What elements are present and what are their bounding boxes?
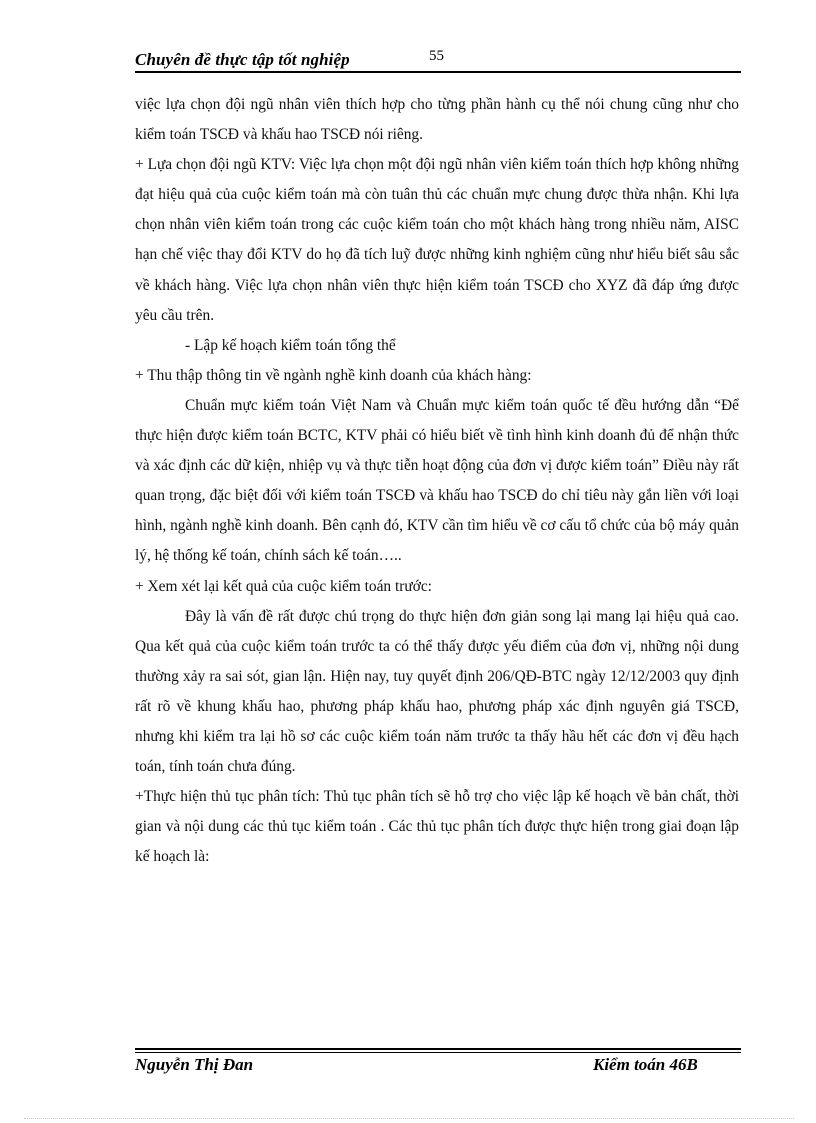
footer-class: Kiểm toán 46B [593,1055,698,1074]
paragraph-continuation: việc lựa chọn đội ngũ nhân viên thích hợp cho từng phần hành cụ thể nói chung cũng như cho kiểm toán TSCĐ và khấu hao TSCĐ nói riêng. [135,96,739,144]
paragraph-previous-audit-review: Đây là vấn đề rất được chú trọng do thực hiện đơn giản song lại mang lại hiệu quả cao. Qua kết quả của cuộc kiểm toán trước ta có thể thấy được yếu điểm của đơn vị, những nội dung thường xảy ra sai sót, gian lận. Hiện nay, tuy quyết định 206/QĐ-BTC ngày 12/12/2003 quy định rất rõ về khung khấu hao, phương pháp khấu hao, phương pháp xác định nguyên giá TSCĐ, nhưng khi kiểm tra lại hồ sơ các cuộc kiểm toán năm trước ta thấy hầu hết các đơn vị đều hạch toán, tính toán chưa đúng. [135,607,739,776]
footer-divider-thin [135,1052,741,1053]
paragraph-analytical-procedures: +Thực hiện thủ tục phân tích: Thủ tục phân tích sẽ hỗ trợ cho việc lập kế hoạch về bản chất, thời gian và nội dung các thủ tục kiểm toán . Các thủ tục phân tích được thực hiện trong giai đoạn lập kế hoạch là: [135,788,739,866]
section-heading-overall-plan: - Lập kế hoạch kiểm toán tổng thể [185,336,396,354]
paragraph-ktv-selection: + Lựa chọn đội ngũ KTV: Việc lựa chọn một đội ngũ nhân viên kiểm toán thích hợp không những đạt hiệu quả của cuộc kiểm toán mà còn tuân thủ các chuẩn mực chung được thừa nhận. Khi lựa chọn nhân viên kiểm toán trong các cuộc kiểm toán cho một khách hàng trong nhiều năm, AISC hạn chế việc thay đổi KTV do họ đã tích luỹ được những kinh nghiệm cũng như hiểu biết sâu sắc về khách hàng. Việc lựa chọn nhân viên thực hiện kiểm toán TSCĐ cho XYZ đã đáp ứng được yêu cầu trên. [135,156,739,324]
header-divider [135,71,741,73]
page-header [135,46,741,74]
footer-divider-thick [135,1048,741,1050]
paragraph-previous-audit-heading: + Xem xét lại kết quả của cuộc kiểm toán trước: [135,577,432,595]
paragraph-auditing-standards: Chuẩn mực kiểm toán Việt Nam và Chuẩn mực kiểm toán quốc tế đều hướng dẫn “Để thực hiện được kiểm toán BCTC, KTV phải có hiểu biết về tình hình kinh doanh đủ để nhận thức và xác định các dữ kiện, nhiệp vụ và thực tiễn hoạt động của đơn vị được kiểm toán” Điều này rất quan trọng, đặc biệt đối với kiểm toán TSCĐ và khấu hao TSCĐ do chỉ tiêu này gắn liền với loại hình, ngành nghề kinh doanh. Bên cạnh đó, KTV cần tìm hiểu về cơ cấu tổ chức của bộ máy quản lý, hệ thống kế toán, chính sách kế toán….. [135,396,739,565]
footer-author: Nguyễn Thị Đan [135,1055,254,1074]
page-number: 55 [429,48,444,64]
paragraph-info-gathering-heading: + Thu thập thông tin về ngành nghề kinh doanh của khách hàng: [135,366,532,384]
page-bottom-edge [24,1118,794,1119]
document-body [135,90,739,872]
header-title: Chuyên đề thực tập tốt nghiệp [135,50,350,69]
